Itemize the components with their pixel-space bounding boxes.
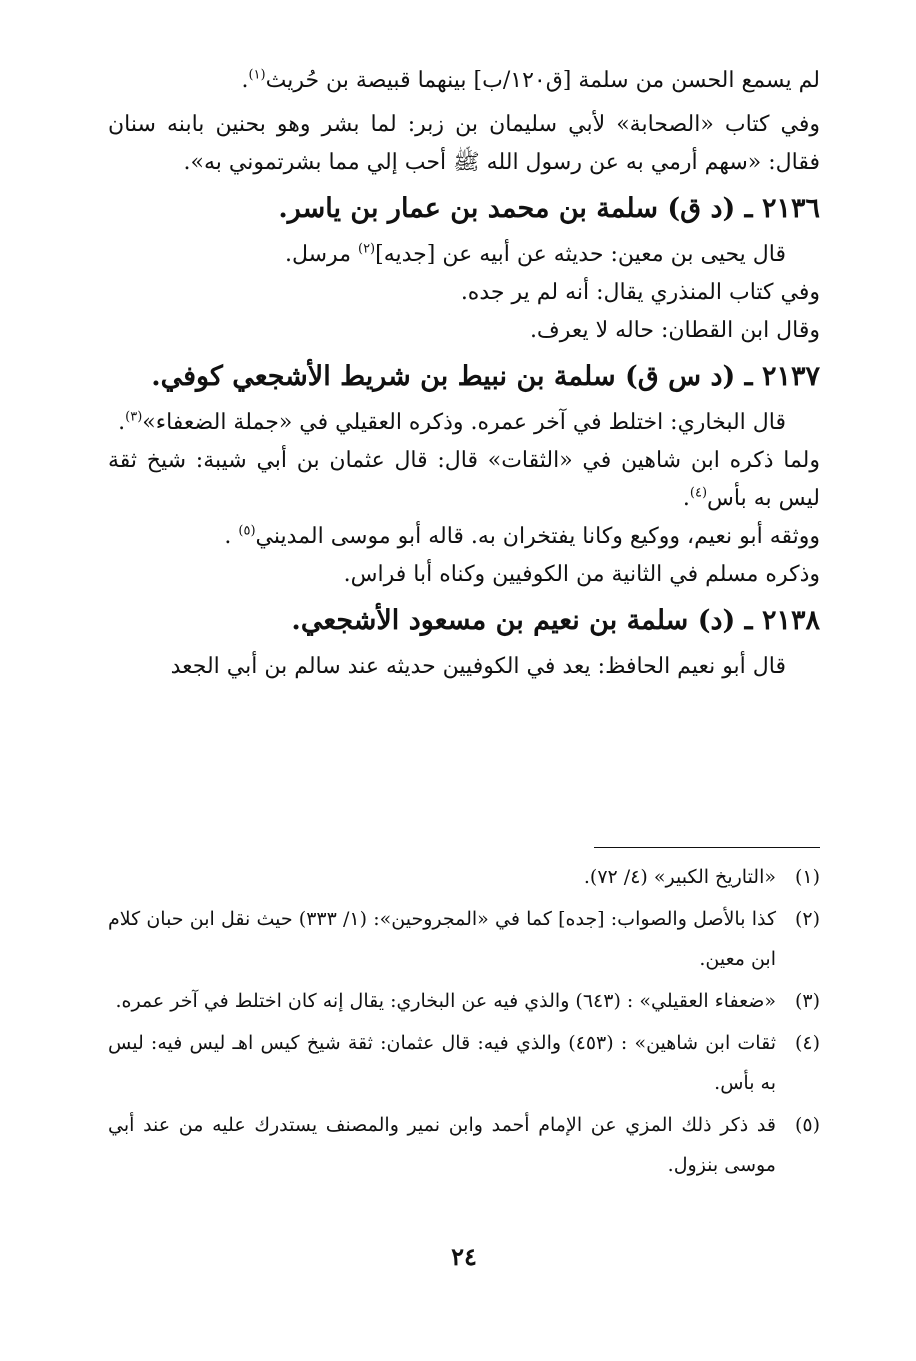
footnote-text: ثقات ابن شاهين» : (٤٥٣) والذي فيه: قال عثمان: ثقة شيخ كيس اهـ ليس فيه: ليس به بأس. (108, 1032, 776, 1094)
footnote-text: قد ذكر ذلك المزي عن الإمام أحمد وابن نمير والمصنف يستدرك عليه من عند أبي موسى بنزول. (108, 1114, 776, 1176)
page-number: ٢٤ (451, 1242, 477, 1271)
paragraph-1 (108, 62, 820, 100)
footnote-2 (108, 899, 820, 979)
paragraph-5: وقال ابن القطان: حاله لا يعرف. (529, 318, 820, 343)
paragraph-6-text: قال البخاري: اختلط في آخر عمره. وذكره العقيلي في «جملة الضعفاء» (142, 410, 786, 435)
footnote-number: (١) (794, 866, 820, 888)
footnote-text: «ضعفاء العقيلي» : (٦٤٣) والذي فيه عن البخاري: يقال إنه كان اختلط في آخر عمره. (115, 990, 776, 1012)
entry-heading-2138: ٢١٣٨ ـ (د) سلمة بن نعيم بن مسعود الأشجعي. (291, 605, 820, 636)
footnote-number: (٢) (794, 908, 820, 930)
paragraph-8-end: . (224, 524, 239, 549)
paragraph-2: وفي كتاب «الصحابة» لأبي سليمان بن زبر: لما بشر وهو بحنين بابنه سنان فقال: «سهم أرمي به عن رسول الله ﷺ أحب إلي مما بشرتموني به». (108, 112, 820, 175)
footnote-ref-1: (١) (248, 67, 266, 83)
footnote-ref-5: (٥) (238, 523, 256, 539)
footnote-ref-3: (٣) (125, 409, 143, 425)
paragraph-10: قال أبو نعيم الحافظ: يعد في الكوفيين حديثه عند سالم بن أبي الجعد (170, 654, 786, 679)
paragraph-7-text: ولما ذكره ابن شاهين في «الثقات» قال: قال عثمان بن أبي شيبة: شيخ ثقة ليس به بأس (108, 448, 820, 511)
paragraph-3-end: مرسل. (284, 242, 358, 267)
footnote-number: (٤) (794, 1032, 820, 1054)
paragraph-7 (108, 442, 820, 518)
footnote-ref-2: (٢) (357, 241, 376, 257)
footnote-number: (٣) (794, 990, 820, 1012)
footnote-number: (٥) (794, 1114, 820, 1136)
footnote-text: «التاريخ الكبير» (٤/ ٧٢). (583, 866, 776, 888)
footnote-5 (108, 1105, 820, 1185)
paragraph-6-end: . (118, 410, 126, 435)
paragraph-4: وفي كتاب المنذري يقال: أنه لم ير جده. (460, 280, 820, 305)
entry-heading-2137: ٢١٣٧ ـ (د س ق) سلمة بن نبيط بن شريط الأشجعي كوفي. (151, 361, 820, 392)
footnote-ref-4: (٤) (689, 485, 708, 501)
paragraph-3 (108, 236, 820, 274)
paragraph-7-end: . (682, 486, 690, 511)
paragraph-8 (108, 518, 820, 556)
footnote-separator (594, 847, 820, 848)
entry-heading-2136: ٢١٣٦ ـ (د ق) سلمة بن محمد بن عمار بن ياسر. (278, 193, 820, 224)
paragraph-6 (108, 404, 820, 442)
paragraph-3-text: قال يحيى بن معين: حديثه عن أبيه عن [جديه] (375, 242, 786, 267)
paragraph-1-text: لم يسمع الحسن من سلمة [ق١٢٠/ب] بينهما قبيصة بن حُريث (265, 68, 820, 93)
footnote-text: كذا بالأصل والصواب: [جده] كما في «المجروحين»: (١/ ٣٣٣) حيث نقل ابن حبان كلام ابن معين. (108, 908, 776, 970)
paragraph-9: وذكره مسلم في الثانية من الكوفيين وكناه أبا فراس. (343, 562, 820, 587)
book-page (108, 62, 820, 1342)
footnote-3 (108, 981, 820, 1021)
footnotes (108, 857, 820, 1187)
footnote-1 (108, 857, 820, 897)
footnote-4 (108, 1023, 820, 1103)
paragraph-1-end: . (241, 68, 249, 93)
paragraph-8-text: ووثقه أبو نعيم، ووكيع وكانا يفتخران به. قاله أبو موسى المديني (255, 524, 820, 549)
